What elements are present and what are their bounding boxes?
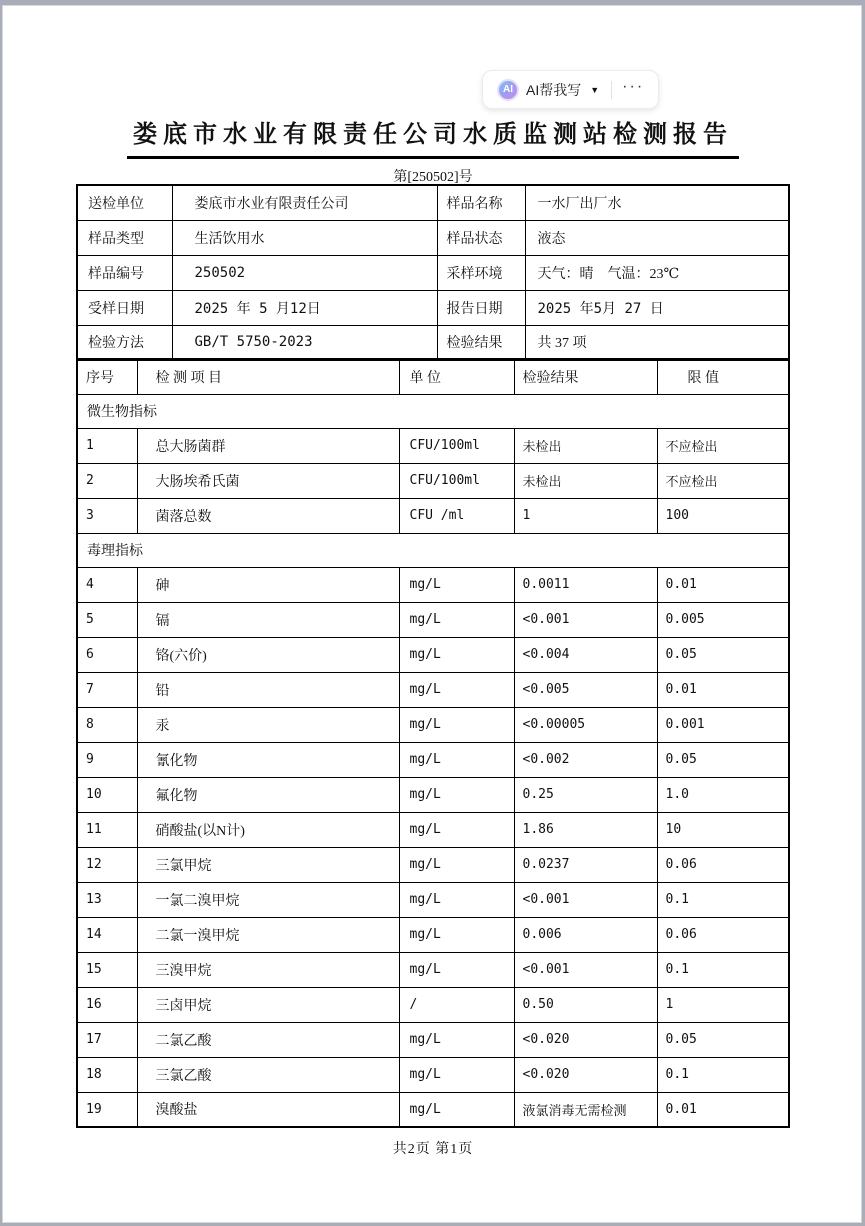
info-value: 2025 年5月 27 日 bbox=[525, 290, 789, 325]
table-row bbox=[77, 637, 789, 672]
table-row bbox=[77, 952, 789, 987]
info-value: 一水厂出厂水 bbox=[525, 185, 789, 220]
row-item: 三卤甲烷 bbox=[137, 987, 399, 1022]
row-unit: mg/L bbox=[399, 812, 514, 847]
report-page bbox=[2, 5, 862, 1223]
table-row bbox=[77, 812, 789, 847]
table-row bbox=[77, 602, 789, 637]
row-result: <0.001 bbox=[514, 602, 657, 637]
results-header-row bbox=[77, 359, 789, 394]
info-label: 样品类型 bbox=[77, 220, 172, 255]
row-result: <0.020 bbox=[514, 1057, 657, 1092]
row-item: 二氯一溴甲烷 bbox=[137, 917, 399, 952]
row-no: 17 bbox=[77, 1022, 137, 1057]
report-number: 第[250502]号 bbox=[393, 170, 473, 185]
table-row bbox=[77, 987, 789, 1022]
row-limit: 不应检出 bbox=[657, 463, 789, 498]
row-limit: 0.05 bbox=[657, 637, 789, 672]
row-item: 氰化物 bbox=[137, 742, 399, 777]
row-limit: 0.1 bbox=[657, 1057, 789, 1092]
row-unit: mg/L bbox=[399, 672, 514, 707]
info-label: 样品编号 bbox=[77, 255, 172, 290]
row-no: 7 bbox=[77, 672, 137, 707]
table-row bbox=[77, 882, 789, 917]
row-no: 13 bbox=[77, 882, 137, 917]
sample-info-table bbox=[76, 184, 790, 361]
row-no: 12 bbox=[77, 847, 137, 882]
table-row bbox=[77, 463, 789, 498]
row-unit: CFU /ml bbox=[399, 498, 514, 533]
info-row bbox=[77, 185, 789, 220]
row-unit: mg/L bbox=[399, 847, 514, 882]
toolbar-divider bbox=[611, 81, 612, 99]
row-limit: 0.005 bbox=[657, 602, 789, 637]
row-result: <0.00005 bbox=[514, 707, 657, 742]
section-label: 微生物指标 bbox=[77, 394, 789, 428]
row-unit: mg/L bbox=[399, 707, 514, 742]
row-no: 4 bbox=[77, 567, 137, 602]
info-label: 检验方法 bbox=[77, 325, 172, 360]
row-result: 0.006 bbox=[514, 917, 657, 952]
info-label: 采样环境 bbox=[437, 255, 525, 290]
row-result: <0.001 bbox=[514, 952, 657, 987]
row-no: 1 bbox=[77, 428, 137, 463]
row-item: 大肠埃希氏菌 bbox=[137, 463, 399, 498]
row-item: 溴酸盐 bbox=[137, 1092, 399, 1127]
info-row bbox=[77, 290, 789, 325]
table-row bbox=[77, 1092, 789, 1127]
row-no: 19 bbox=[77, 1092, 137, 1127]
ai-write-label: AI帮我写 bbox=[526, 81, 582, 98]
row-item: 铅 bbox=[137, 672, 399, 707]
row-item: 总大肠菌群 bbox=[137, 428, 399, 463]
row-limit: 0.01 bbox=[657, 672, 789, 707]
row-unit: CFU/100ml bbox=[399, 463, 514, 498]
row-no: 6 bbox=[77, 637, 137, 672]
row-result: <0.001 bbox=[514, 882, 657, 917]
row-item: 三溴甲烷 bbox=[137, 952, 399, 987]
ai-assistant-pill bbox=[482, 70, 659, 109]
row-limit: 0.01 bbox=[657, 567, 789, 602]
row-item: 汞 bbox=[137, 707, 399, 742]
table-row bbox=[77, 567, 789, 602]
ai-logo-icon: AI bbox=[497, 79, 519, 101]
row-item: 砷 bbox=[137, 567, 399, 602]
row-no: 14 bbox=[77, 917, 137, 952]
info-row bbox=[77, 255, 789, 290]
row-unit: mg/L bbox=[399, 917, 514, 952]
row-unit: mg/L bbox=[399, 1092, 514, 1127]
row-unit: mg/L bbox=[399, 1057, 514, 1092]
row-result: 0.0011 bbox=[514, 567, 657, 602]
info-value: 液态 bbox=[525, 220, 789, 255]
row-result: 0.50 bbox=[514, 987, 657, 1022]
table-row bbox=[77, 428, 789, 463]
info-label: 送检单位 bbox=[77, 185, 172, 220]
row-no: 8 bbox=[77, 707, 137, 742]
section-label: 毒理指标 bbox=[77, 533, 789, 567]
info-value: 生活饮用水 bbox=[172, 220, 437, 255]
page-title: 娄底市水业有限责任公司水质监测站检测报告 bbox=[127, 114, 739, 159]
info-value: 共 37 项 bbox=[525, 325, 789, 360]
row-no: 5 bbox=[77, 602, 137, 637]
info-row bbox=[77, 325, 789, 360]
table-row bbox=[77, 847, 789, 882]
table-row bbox=[77, 707, 789, 742]
row-result: 未检出 bbox=[514, 428, 657, 463]
table-row bbox=[77, 498, 789, 533]
row-item: 铬(六价) bbox=[137, 637, 399, 672]
row-result: 1 bbox=[514, 498, 657, 533]
ai-write-button[interactable] bbox=[493, 79, 603, 101]
col-header-unit: 单 位 bbox=[399, 359, 514, 394]
table-row bbox=[77, 1022, 789, 1057]
col-header-item: 检 测 项 目 bbox=[137, 359, 399, 394]
info-label: 样品名称 bbox=[437, 185, 525, 220]
row-unit: mg/L bbox=[399, 602, 514, 637]
row-result: <0.005 bbox=[514, 672, 657, 707]
row-item: 镉 bbox=[137, 602, 399, 637]
row-unit: mg/L bbox=[399, 567, 514, 602]
row-item: 硝酸盐(以N计) bbox=[137, 812, 399, 847]
row-limit: 0.06 bbox=[657, 847, 789, 882]
row-unit: mg/L bbox=[399, 952, 514, 987]
row-unit: mg/L bbox=[399, 637, 514, 672]
row-item: 菌落总数 bbox=[137, 498, 399, 533]
table-row bbox=[77, 672, 789, 707]
info-row bbox=[77, 220, 789, 255]
row-limit: 0.06 bbox=[657, 917, 789, 952]
row-item: 三氯甲烷 bbox=[137, 847, 399, 882]
info-value: 250502 bbox=[172, 255, 437, 290]
row-no: 11 bbox=[77, 812, 137, 847]
row-item: 三氯乙酸 bbox=[137, 1057, 399, 1092]
row-no: 9 bbox=[77, 742, 137, 777]
info-value: 娄底市水业有限责任公司 bbox=[172, 185, 437, 220]
row-no: 2 bbox=[77, 463, 137, 498]
table-row bbox=[77, 742, 789, 777]
row-limit: 0.001 bbox=[657, 707, 789, 742]
row-no: 10 bbox=[77, 777, 137, 812]
section-row-microbiology bbox=[77, 394, 789, 428]
col-header-result: 检验结果 bbox=[514, 359, 657, 394]
row-result: <0.020 bbox=[514, 1022, 657, 1057]
row-limit: 0.1 bbox=[657, 882, 789, 917]
info-value: 2025 年 5 月12日 bbox=[172, 290, 437, 325]
row-result: 液氯消毒无需检测 bbox=[514, 1092, 657, 1127]
row-no: 3 bbox=[77, 498, 137, 533]
chevron-down-icon: ▼ bbox=[590, 84, 600, 95]
row-limit: 0.1 bbox=[657, 952, 789, 987]
row-item: 一氯二溴甲烷 bbox=[137, 882, 399, 917]
row-item: 二氯乙酸 bbox=[137, 1022, 399, 1057]
row-limit: 100 bbox=[657, 498, 789, 533]
col-header-limit: 限 值 bbox=[657, 359, 789, 394]
row-unit: / bbox=[399, 987, 514, 1022]
row-limit: 0.01 bbox=[657, 1092, 789, 1127]
row-item: 氟化物 bbox=[137, 777, 399, 812]
page-count-indicator: 共2页 第1页 bbox=[392, 1142, 474, 1157]
results-table bbox=[76, 358, 790, 1128]
section-row-toxicology bbox=[77, 533, 789, 567]
row-no: 15 bbox=[77, 952, 137, 987]
row-result: 0.25 bbox=[514, 777, 657, 812]
info-value: 天气：晴 气温：23℃ bbox=[525, 255, 789, 290]
row-no: 18 bbox=[77, 1057, 137, 1092]
info-label: 样品状态 bbox=[437, 220, 525, 255]
row-limit: 0.05 bbox=[657, 1022, 789, 1057]
row-result: 0.0237 bbox=[514, 847, 657, 882]
col-header-no: 序号 bbox=[77, 359, 137, 394]
row-result: <0.002 bbox=[514, 742, 657, 777]
row-limit: 0.05 bbox=[657, 742, 789, 777]
row-no: 16 bbox=[77, 987, 137, 1022]
info-label: 报告日期 bbox=[437, 290, 525, 325]
info-label: 受样日期 bbox=[77, 290, 172, 325]
row-result: <0.004 bbox=[514, 637, 657, 672]
row-unit: mg/L bbox=[399, 1022, 514, 1057]
row-result: 1.86 bbox=[514, 812, 657, 847]
row-limit: 1.0 bbox=[657, 777, 789, 812]
row-unit: mg/L bbox=[399, 742, 514, 777]
row-limit: 不应检出 bbox=[657, 428, 789, 463]
table-row bbox=[77, 917, 789, 952]
info-label: 检验结果 bbox=[437, 325, 525, 360]
table-row bbox=[77, 777, 789, 812]
row-result: 未检出 bbox=[514, 463, 657, 498]
table-row bbox=[77, 1057, 789, 1092]
row-unit: mg/L bbox=[399, 777, 514, 812]
more-options-button[interactable]: ··· bbox=[622, 77, 645, 95]
row-limit: 1 bbox=[657, 987, 789, 1022]
row-limit: 10 bbox=[657, 812, 789, 847]
row-unit: CFU/100ml bbox=[399, 428, 514, 463]
info-value: GB/T 5750-2023 bbox=[172, 325, 437, 360]
row-unit: mg/L bbox=[399, 882, 514, 917]
